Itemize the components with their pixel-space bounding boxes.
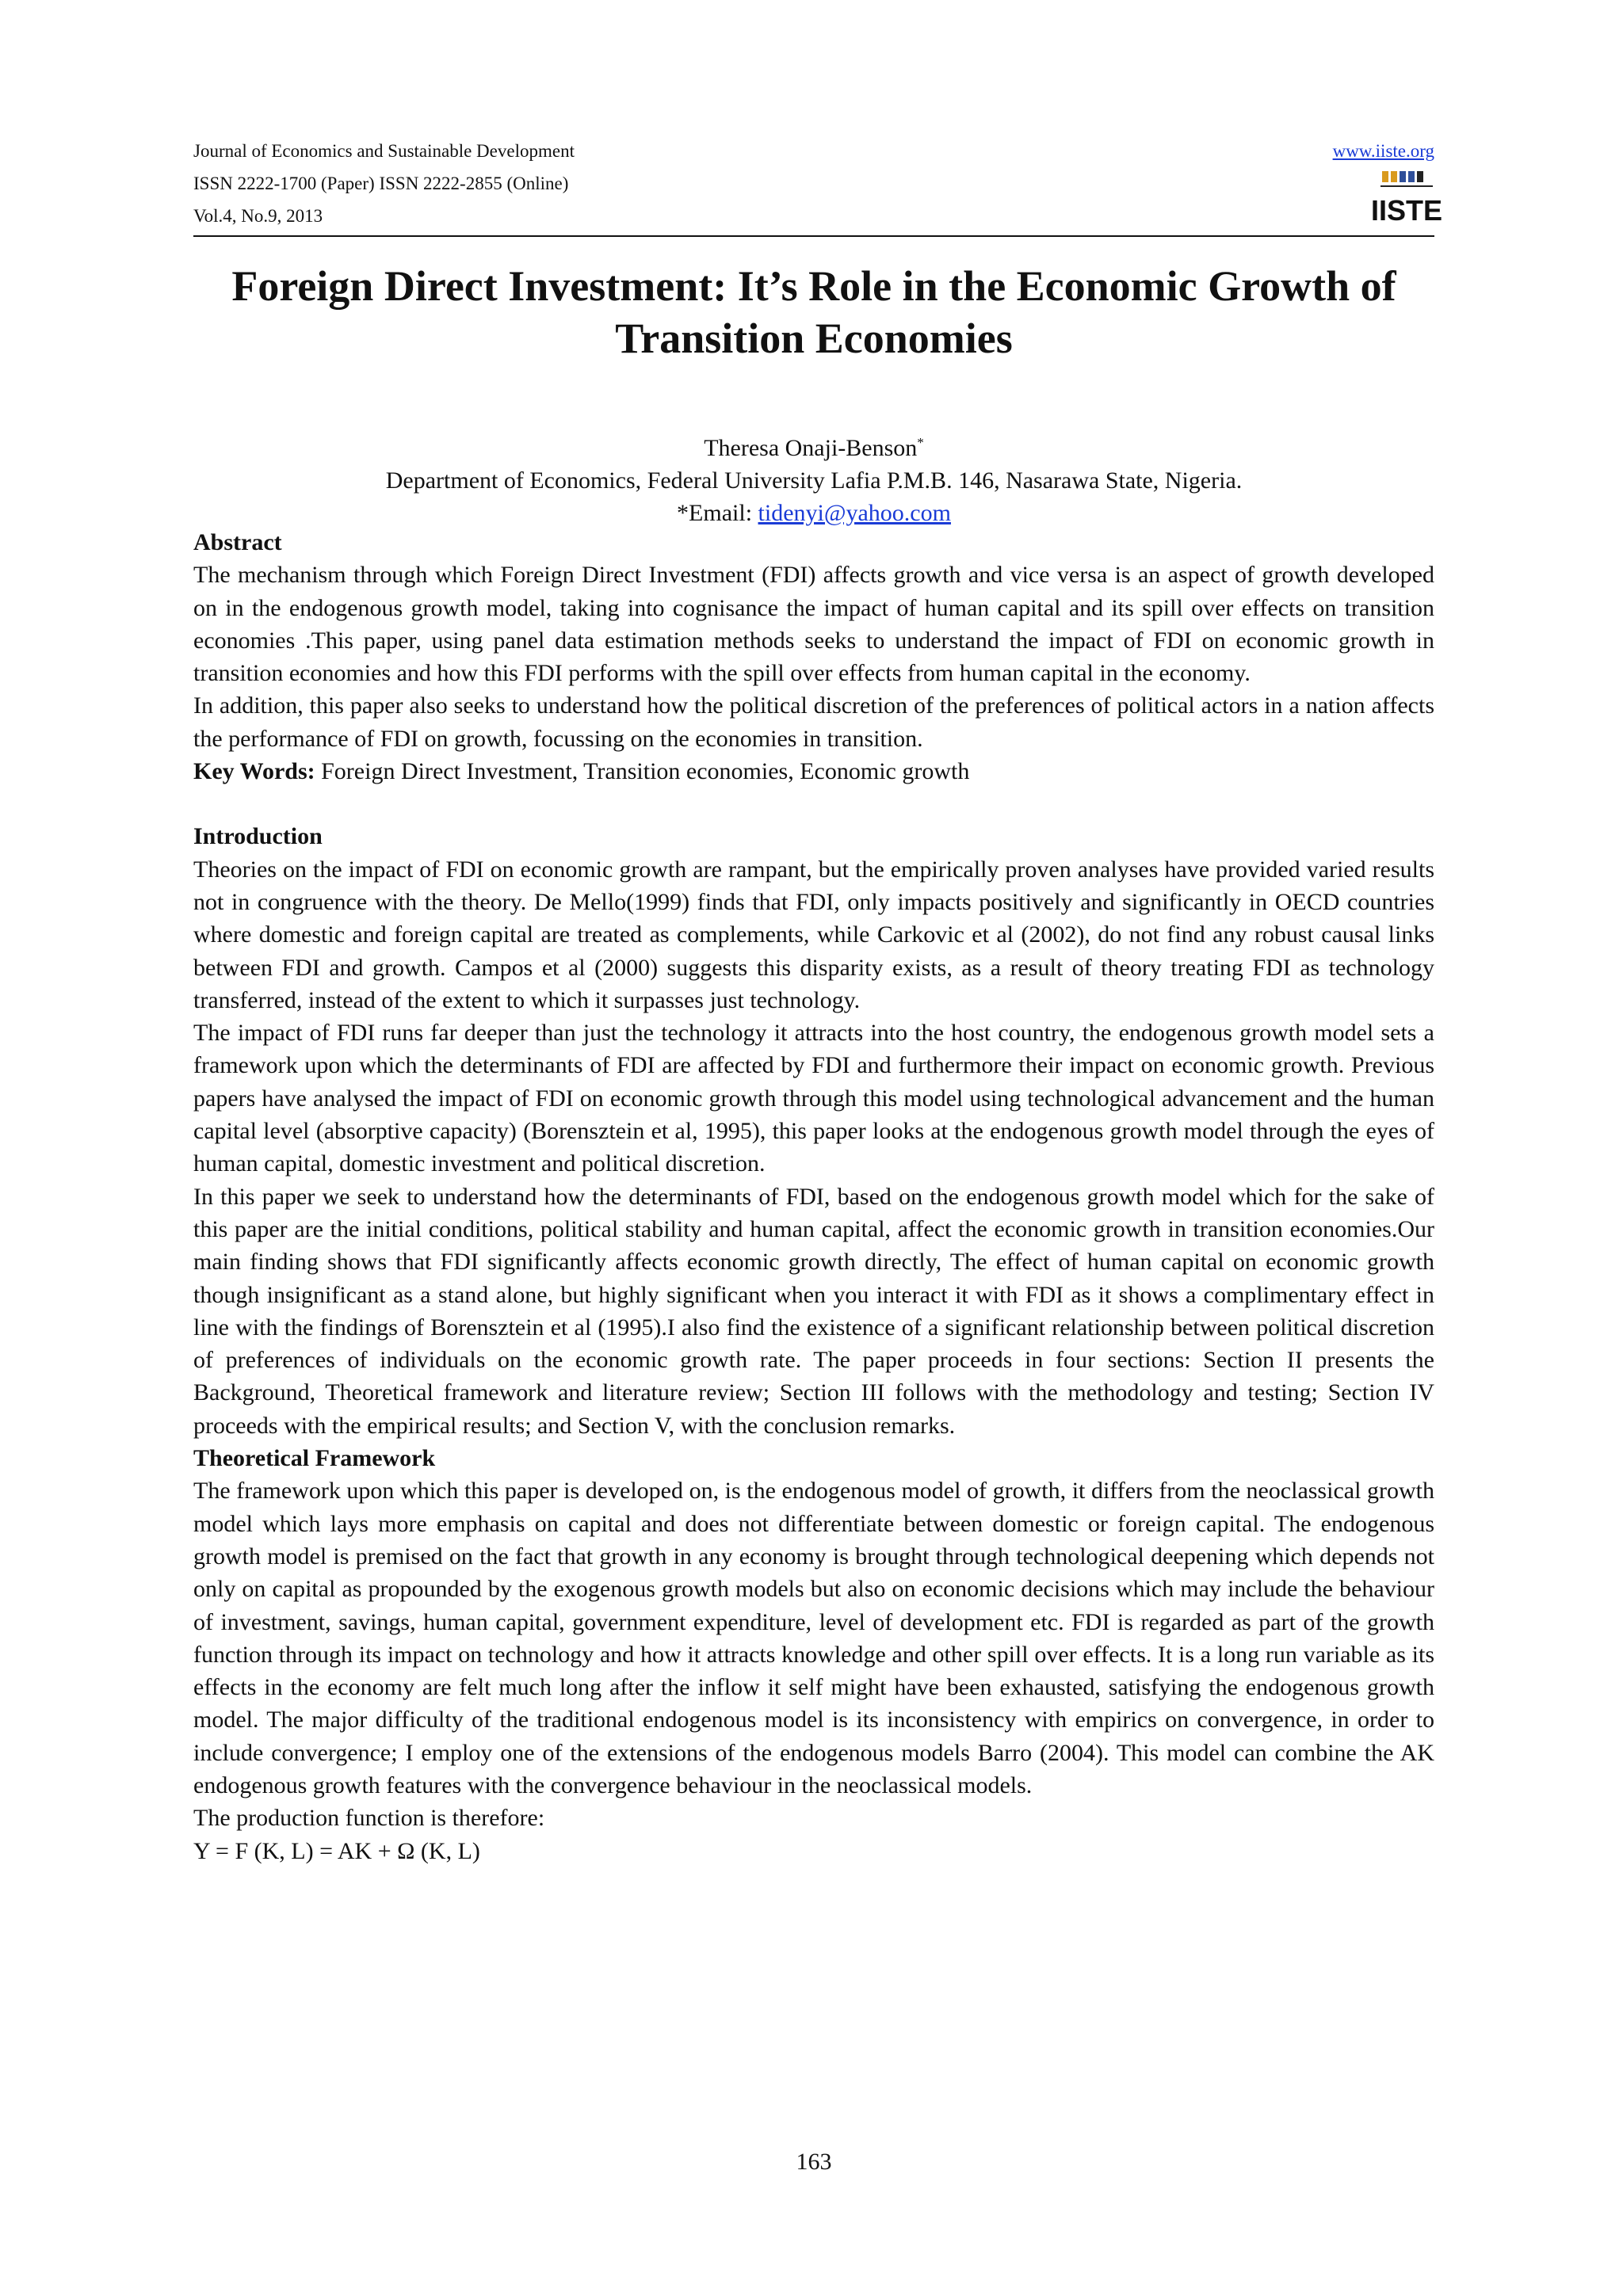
iiste-logo (1370, 170, 1443, 230)
introduction-paragraph-1: Theories on the impact of FDI on economic growth are rampant, but the empirically proven analyses have provided varied results not in congruence with the theory. De Mello(1999) finds that FDI, only impacts positively and significantly in OECD countries where domestic and foreign capital are treated as complements, while Carkovic et al (2002), do not find any robust causal links between FDI and growth. Campos et al (2000) suggests this disparity exists, as a result of theory treating FDI as technology transferred, instead of the extent to which it surpasses just technology. (193, 856, 1434, 1013)
keywords (193, 755, 1434, 788)
volume: Vol.4, No.9, 2013 (193, 206, 323, 226)
abstract-paragraph-1: The mechanism through which Foreign Direct Investment (FDI) affects growth and vice versa is an aspect of growth developed on in the endogenous growth model, taking into cognisance the impact of human capital and its spill over effects on transition economies .This paper, using panel data estimation methods seeks to understand the impact of FDI on economic growth in transition economies and how this FDI performs with the spill over effects from human capital in the economy. (193, 562, 1434, 687)
author-marker: * (917, 435, 924, 450)
email-link[interactable]: tidenyi@yahoo.com (758, 500, 951, 526)
keywords-text: Foreign Direct Investment, Transition economies, Economic growth (315, 758, 970, 785)
introduction-paragraph-2: The impact of FDI runs far deeper than just the technology it attracts into the host country, the endogenous growth model sets a framework upon which the determinants of FDI are affected by FDI and furthermore their impact on economic growth. Previous papers have analysed the impact of FDI on economic growth through this model using technological advancement and the human capital level (absorptive capacity) (Borensztein et al, 1995), this paper looks at the endogenous growth model through the eyes of human capital, domestic investment and political discretion. (193, 1020, 1434, 1177)
framework-paragraph-1: The framework upon which this paper is developed on, is the endogenous model of growth, it differs from the neoclassical growth model which lays more emphasis on capital and does not differentiate between domestic or foreign capital. The endogenous growth model is premised on the fact that growth in any economy is brought through technological deepening which depends not only on capital as propounded by the exogenous growth models but also on economic decisions which may include the behaviour of investment, savings, human capital, government expenditure, level of development etc. FDI is regarded as part of the growth function through its impact on technology and how it attracts knowledge and other spill over effects. It is a long run variable as its effects in the economy are felt much long after the inflow it self might have been exhausted, satisfying the endogenous growth model. The major difficulty of the traditional endogenous model is its inconsistency with empirics on convergence, in order to include convergence; I employ one of the extensions of the endogenous models Barro (2004). This model can combine the AK endogenous growth features with the convergence behaviour in the neoclassical models. (193, 1478, 1434, 1798)
introduction-heading: Introduction (193, 823, 323, 850)
journal-url-link[interactable]: www.iiste.org (1332, 141, 1434, 161)
paper-title: Foreign Direct Investment: It’s Role in the Economic Growth of Transition Economies (231, 262, 1396, 362)
author-affiliation: Department of Economics, Federal University Lafia P.M.B. 146, Nasarawa State, Nigeria. (385, 467, 1243, 494)
abstract-heading: Abstract (193, 529, 282, 555)
framework-paragraph-2: The production function is therefore: (193, 1805, 545, 1832)
framework-heading: Theoretical Framework (193, 1445, 436, 1472)
issn: ISSN 2222-1700 (Paper) ISSN 2222-2855 (Online) (193, 174, 569, 193)
header-rule (193, 235, 1434, 237)
author-block (193, 426, 1434, 529)
author-name: Theresa Onaji-Benson (704, 435, 918, 461)
page-number: 163 (796, 2149, 832, 2175)
paper-body (193, 526, 1434, 1867)
abstract-paragraph-2: In addition, this paper also seeks to understand how the political discretion of the preferences of political actors in a nation affects the performance of FDI on growth, focussing on the economies in transition. (193, 692, 1434, 752)
introduction-paragraph-3: In this paper we seek to understand how the determinants of FDI, based on the endogenous growth model which for the sake of this paper are the initial conditions, political stability and human capital, affect the economic growth in transition economies.Our main finding shows that FDI significantly affects economic growth directly, The effect of human capital on economic growth though insignificant as a stand alone, but highly significant when you interact it with FDI as it shows a complimentary effect in line with the findings of Borensztein et al (1995).I also find the existence of a significant relationship between political discretion of preferences of individuals on the economic growth rate. The paper proceeds in four sections: Section II presents the Background, Theoretical framework and literature review; Section III follows with the methodology and testing; Section IV proceeds with the empirical results; and Section V, with the conclusion remarks. (193, 1183, 1434, 1439)
page-header (193, 135, 1443, 238)
svg-text:IISTE: IISTE (1370, 194, 1443, 227)
keywords-label: Key Words: (193, 758, 315, 785)
journal-name: Journal of Economics and Sustainable Development (193, 141, 575, 161)
email-label: *Email: (677, 500, 758, 526)
production-function-formula: Y = F (K, L) = AK + Ω (K, L) (193, 1837, 480, 1864)
